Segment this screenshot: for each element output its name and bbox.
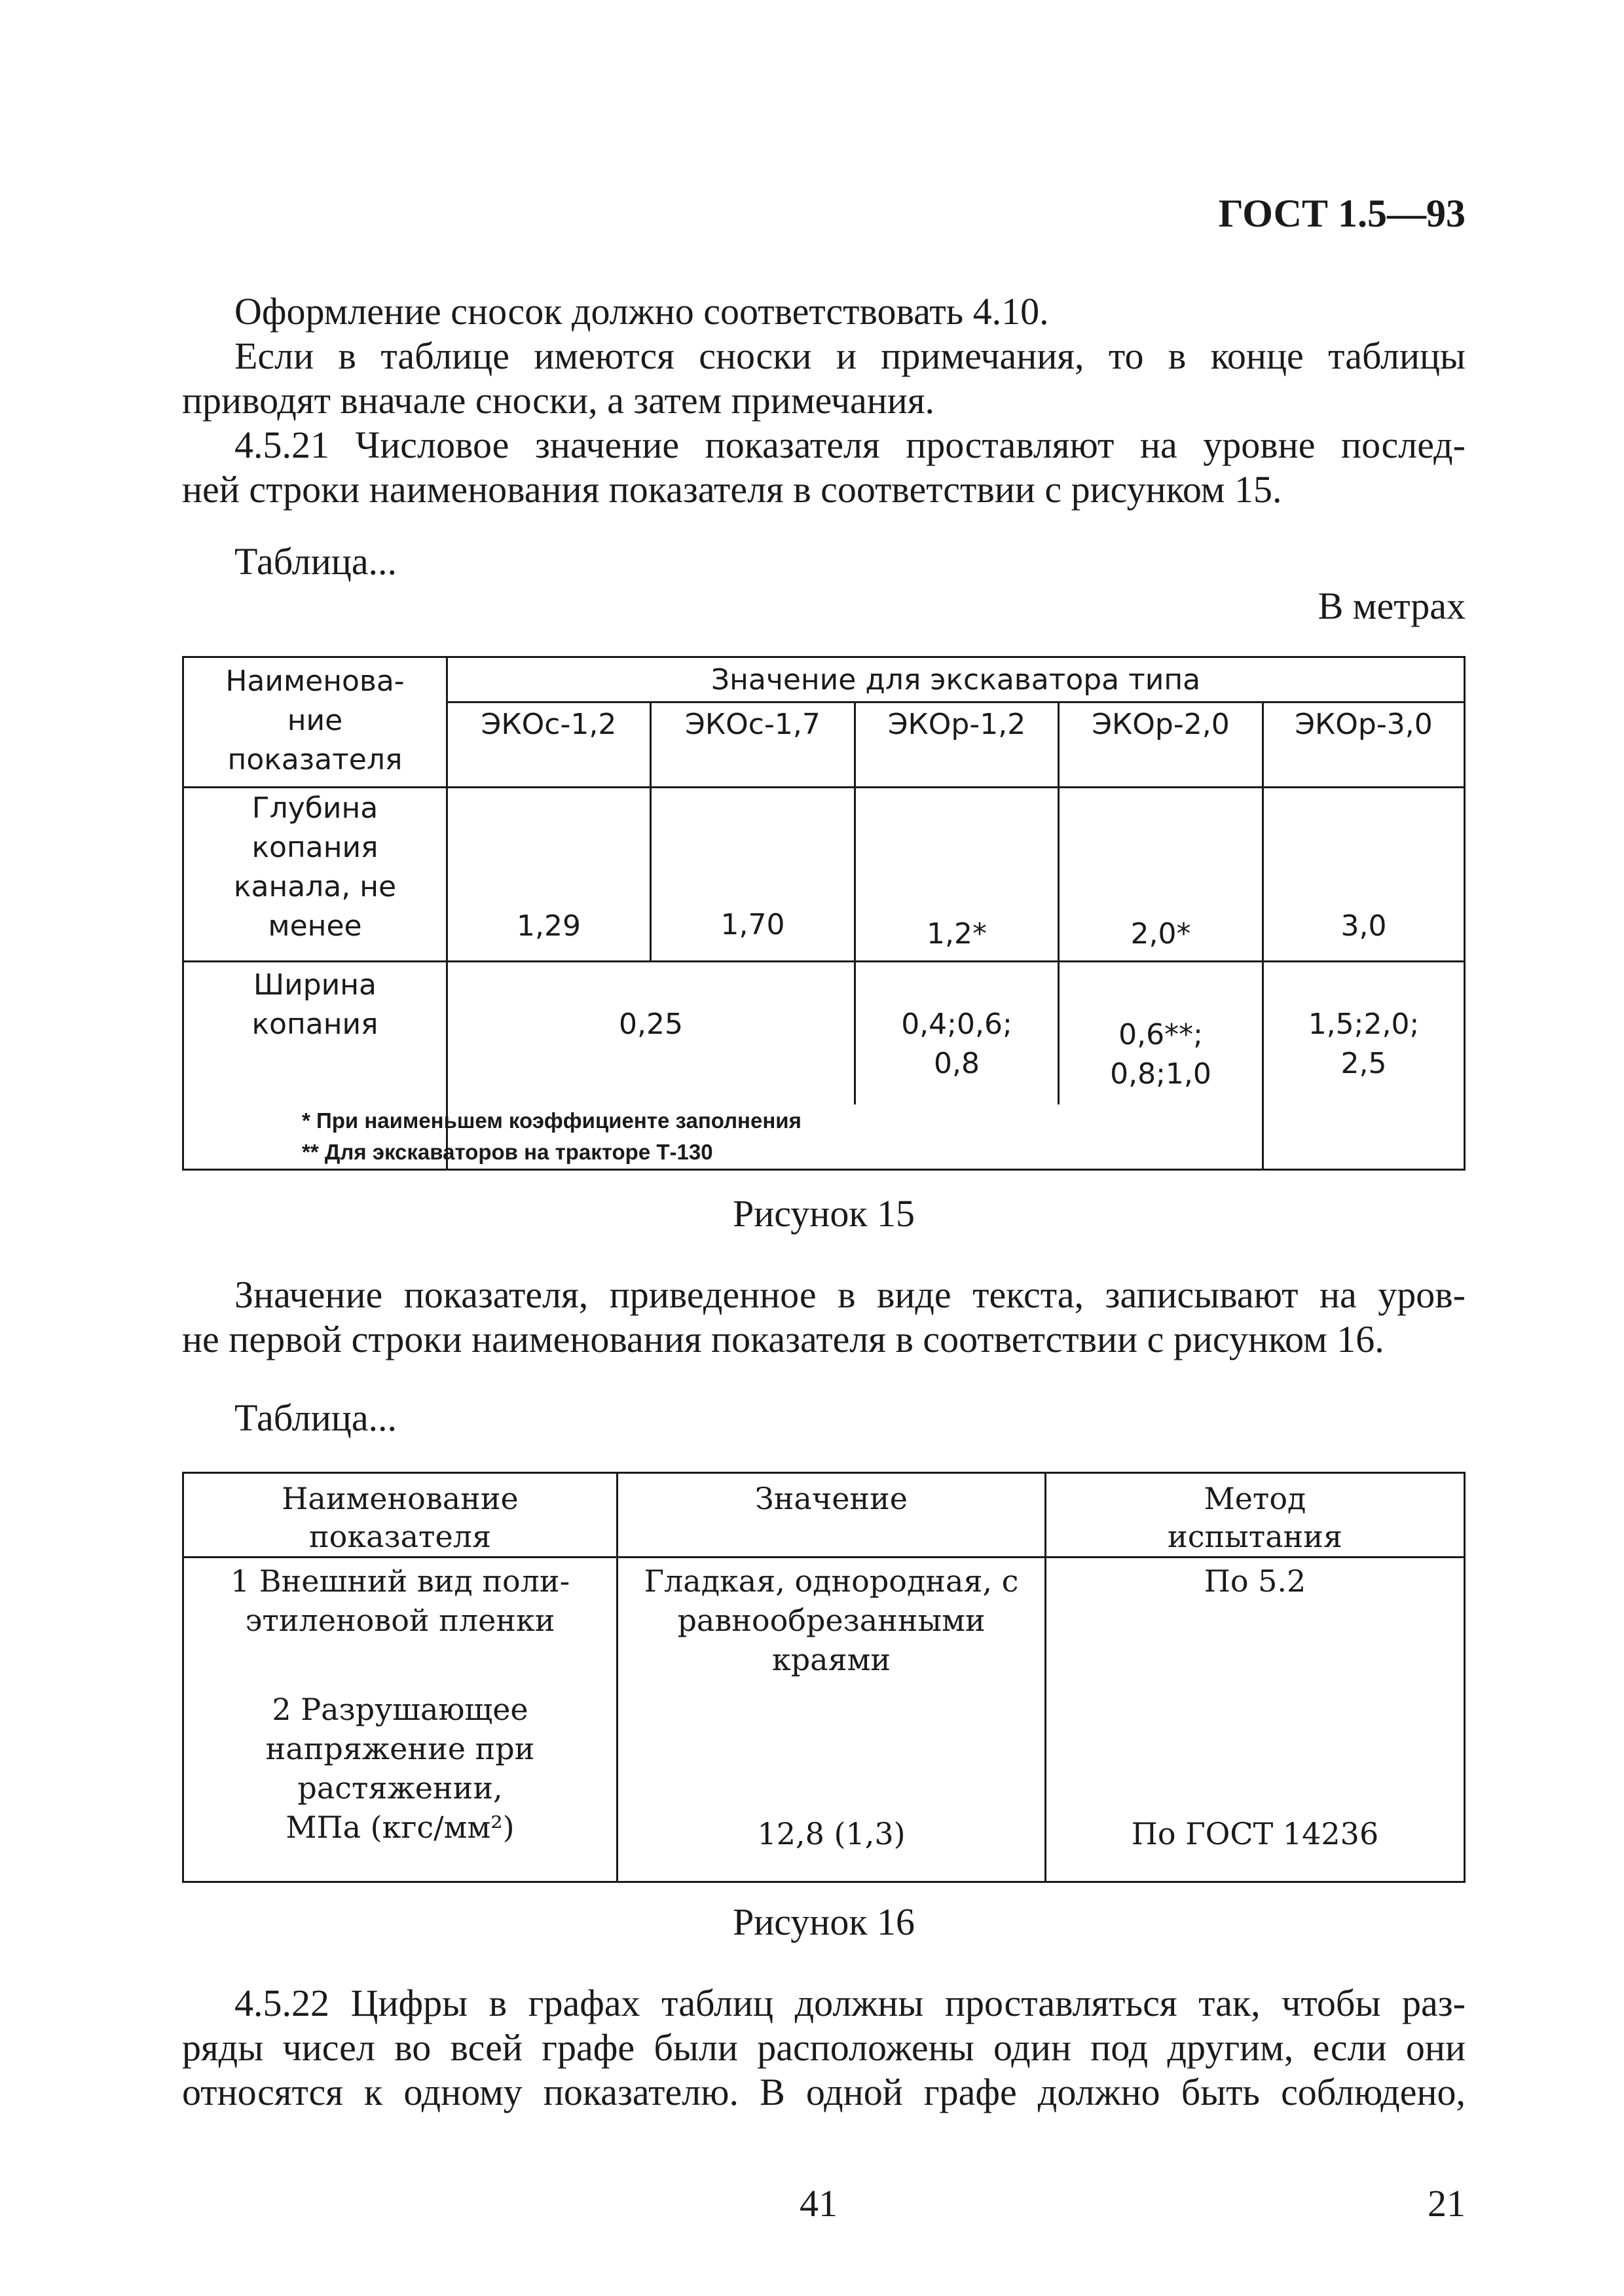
row-depth-value-5: 3,0	[1340, 909, 1387, 943]
row-depth-value-4: 2,0*	[1130, 917, 1191, 951]
header-type-3: ЭКОр-1,2	[887, 708, 1026, 741]
row2-name-line2: напряжение при	[265, 1731, 535, 1766]
row1-value-line3: краями	[771, 1642, 891, 1677]
row-width-value-5-line2: 2,5	[1340, 1047, 1387, 1080]
row-width-name-line1: Ширина	[253, 968, 377, 1002]
figure-15-table	[182, 656, 1466, 1171]
clause-4-5-21-line2: ней строки наименования показателя в соответствии с рисунком 15.	[182, 468, 1282, 511]
header-name-col-line3: показателя	[227, 743, 403, 776]
header-name-col-line2: ние	[287, 704, 343, 737]
row2-name-line3: растяжении,	[297, 1770, 503, 1806]
row1-method: По 5.2	[1204, 1563, 1306, 1599]
text-value-paragraph-line1: Значение показателя, приведенное в виде текста, записывают на уров-	[234, 1273, 1466, 1316]
row1-value-line1: Гладкая, однородная, с	[644, 1563, 1019, 1599]
row-depth-value-3: 1,2*	[927, 917, 987, 951]
header-name-line1: Наименование	[282, 1481, 519, 1516]
figure-16-caption: Рисунок 16	[733, 1901, 915, 1943]
row-width-value-4-line1: 0,6**;	[1118, 1018, 1203, 1051]
page-number-right: 21	[1428, 2182, 1466, 2225]
table-label-fig15: Таблица...	[234, 540, 397, 583]
header-method-line2: испытания	[1168, 1519, 1342, 1554]
clause-4-5-22-line1: 4.5.22 Цифры в графах таблиц должны проставляться так, чтобы раз-	[234, 1982, 1466, 2024]
header-name-line2: показателя	[309, 1519, 491, 1554]
footnote-2: ** Для экскаваторов на тракторе Т-130	[302, 1140, 713, 1164]
row2-method: По ГОСТ 14236	[1131, 1816, 1379, 1851]
header-type-1: ЭКОс-1,2	[481, 708, 617, 741]
header-method-line1: Метод	[1204, 1481, 1306, 1516]
row-depth-name-line4: менее	[268, 909, 362, 943]
row-depth-name-line2: копания	[251, 831, 378, 864]
clause-4-5-22-line3: относятся к одному показателю. В одной графе должно быть соблюдено,	[182, 2071, 1466, 2113]
row-depth-value-1: 1,29	[517, 909, 581, 943]
header-value: Значение	[755, 1481, 908, 1516]
text-value-paragraph-line2: не первой строки наименования показателя в соответствии с рисунком 16.	[182, 1318, 1384, 1360]
paragraph-footnotes: Оформление сносок должно соответствовать 4.10.	[234, 290, 1049, 333]
row-width-value-5-line1: 1,5;2,0;	[1308, 1008, 1420, 1041]
row2-name-line4: МПа (кгс/мм²)	[286, 1810, 515, 1845]
header-type-4: ЭКОр-2,0	[1092, 708, 1230, 741]
paragraph-notes-line2: приводят вначале сноски, а затем примечания.	[182, 379, 935, 422]
row2-name-line1: 2 Разрушающее	[272, 1692, 528, 1727]
row-depth-name-line3: канала, не	[233, 870, 397, 903]
header-type-2: ЭКОс-1,7	[685, 708, 821, 741]
standard-code: ГОСТ 1.5—93	[1218, 192, 1466, 235]
header-value-group: Значение для экскаватора типа	[710, 663, 1201, 697]
row1-name-line2: этиленовой пленки	[245, 1603, 555, 1638]
header-name-col-line1: Наименова-	[225, 665, 405, 698]
paragraph-notes-line1: Если в таблице имеются сноски и примечания, то в конце таблицы	[234, 335, 1466, 377]
row-width-name-line2: копания	[251, 1008, 378, 1041]
table-label-fig16: Таблица...	[234, 1396, 397, 1439]
row1-value-line2: равнообрезанными	[677, 1603, 986, 1638]
clause-4-5-22-line2: ряды чисел во всей графе были расположены один под другим, если они	[182, 2026, 1466, 2069]
figure-16-table	[182, 1472, 1466, 1883]
row-depth-name-line1: Глубина	[251, 792, 378, 825]
header-type-5: ЭКОр-3,0	[1295, 708, 1433, 741]
page-number-left: 41	[800, 2182, 838, 2225]
row1-name-line1: 1 Внешний вид поли-	[230, 1563, 570, 1599]
units-label: В метрах	[1318, 585, 1466, 627]
footnote-1: * При наименьшем коэффициенте заполнения	[302, 1108, 802, 1133]
row-width-value-3-line1: 0,4;0,6;	[901, 1008, 1012, 1041]
row-width-value-3-line2: 0,8	[934, 1047, 980, 1080]
row-width-value-1-2: 0,25	[619, 1008, 683, 1041]
row-depth-value-2: 1,70	[720, 908, 785, 941]
figure-15-caption: Рисунок 15	[733, 1192, 915, 1235]
clause-4-5-21-line1: 4.5.21 Числовое значение показателя проставляют на уровне послед-	[234, 424, 1466, 466]
row-width-value-4-line2: 0,8;1,0	[1110, 1057, 1211, 1091]
row2-value: 12,8 (1,3)	[757, 1816, 906, 1851]
